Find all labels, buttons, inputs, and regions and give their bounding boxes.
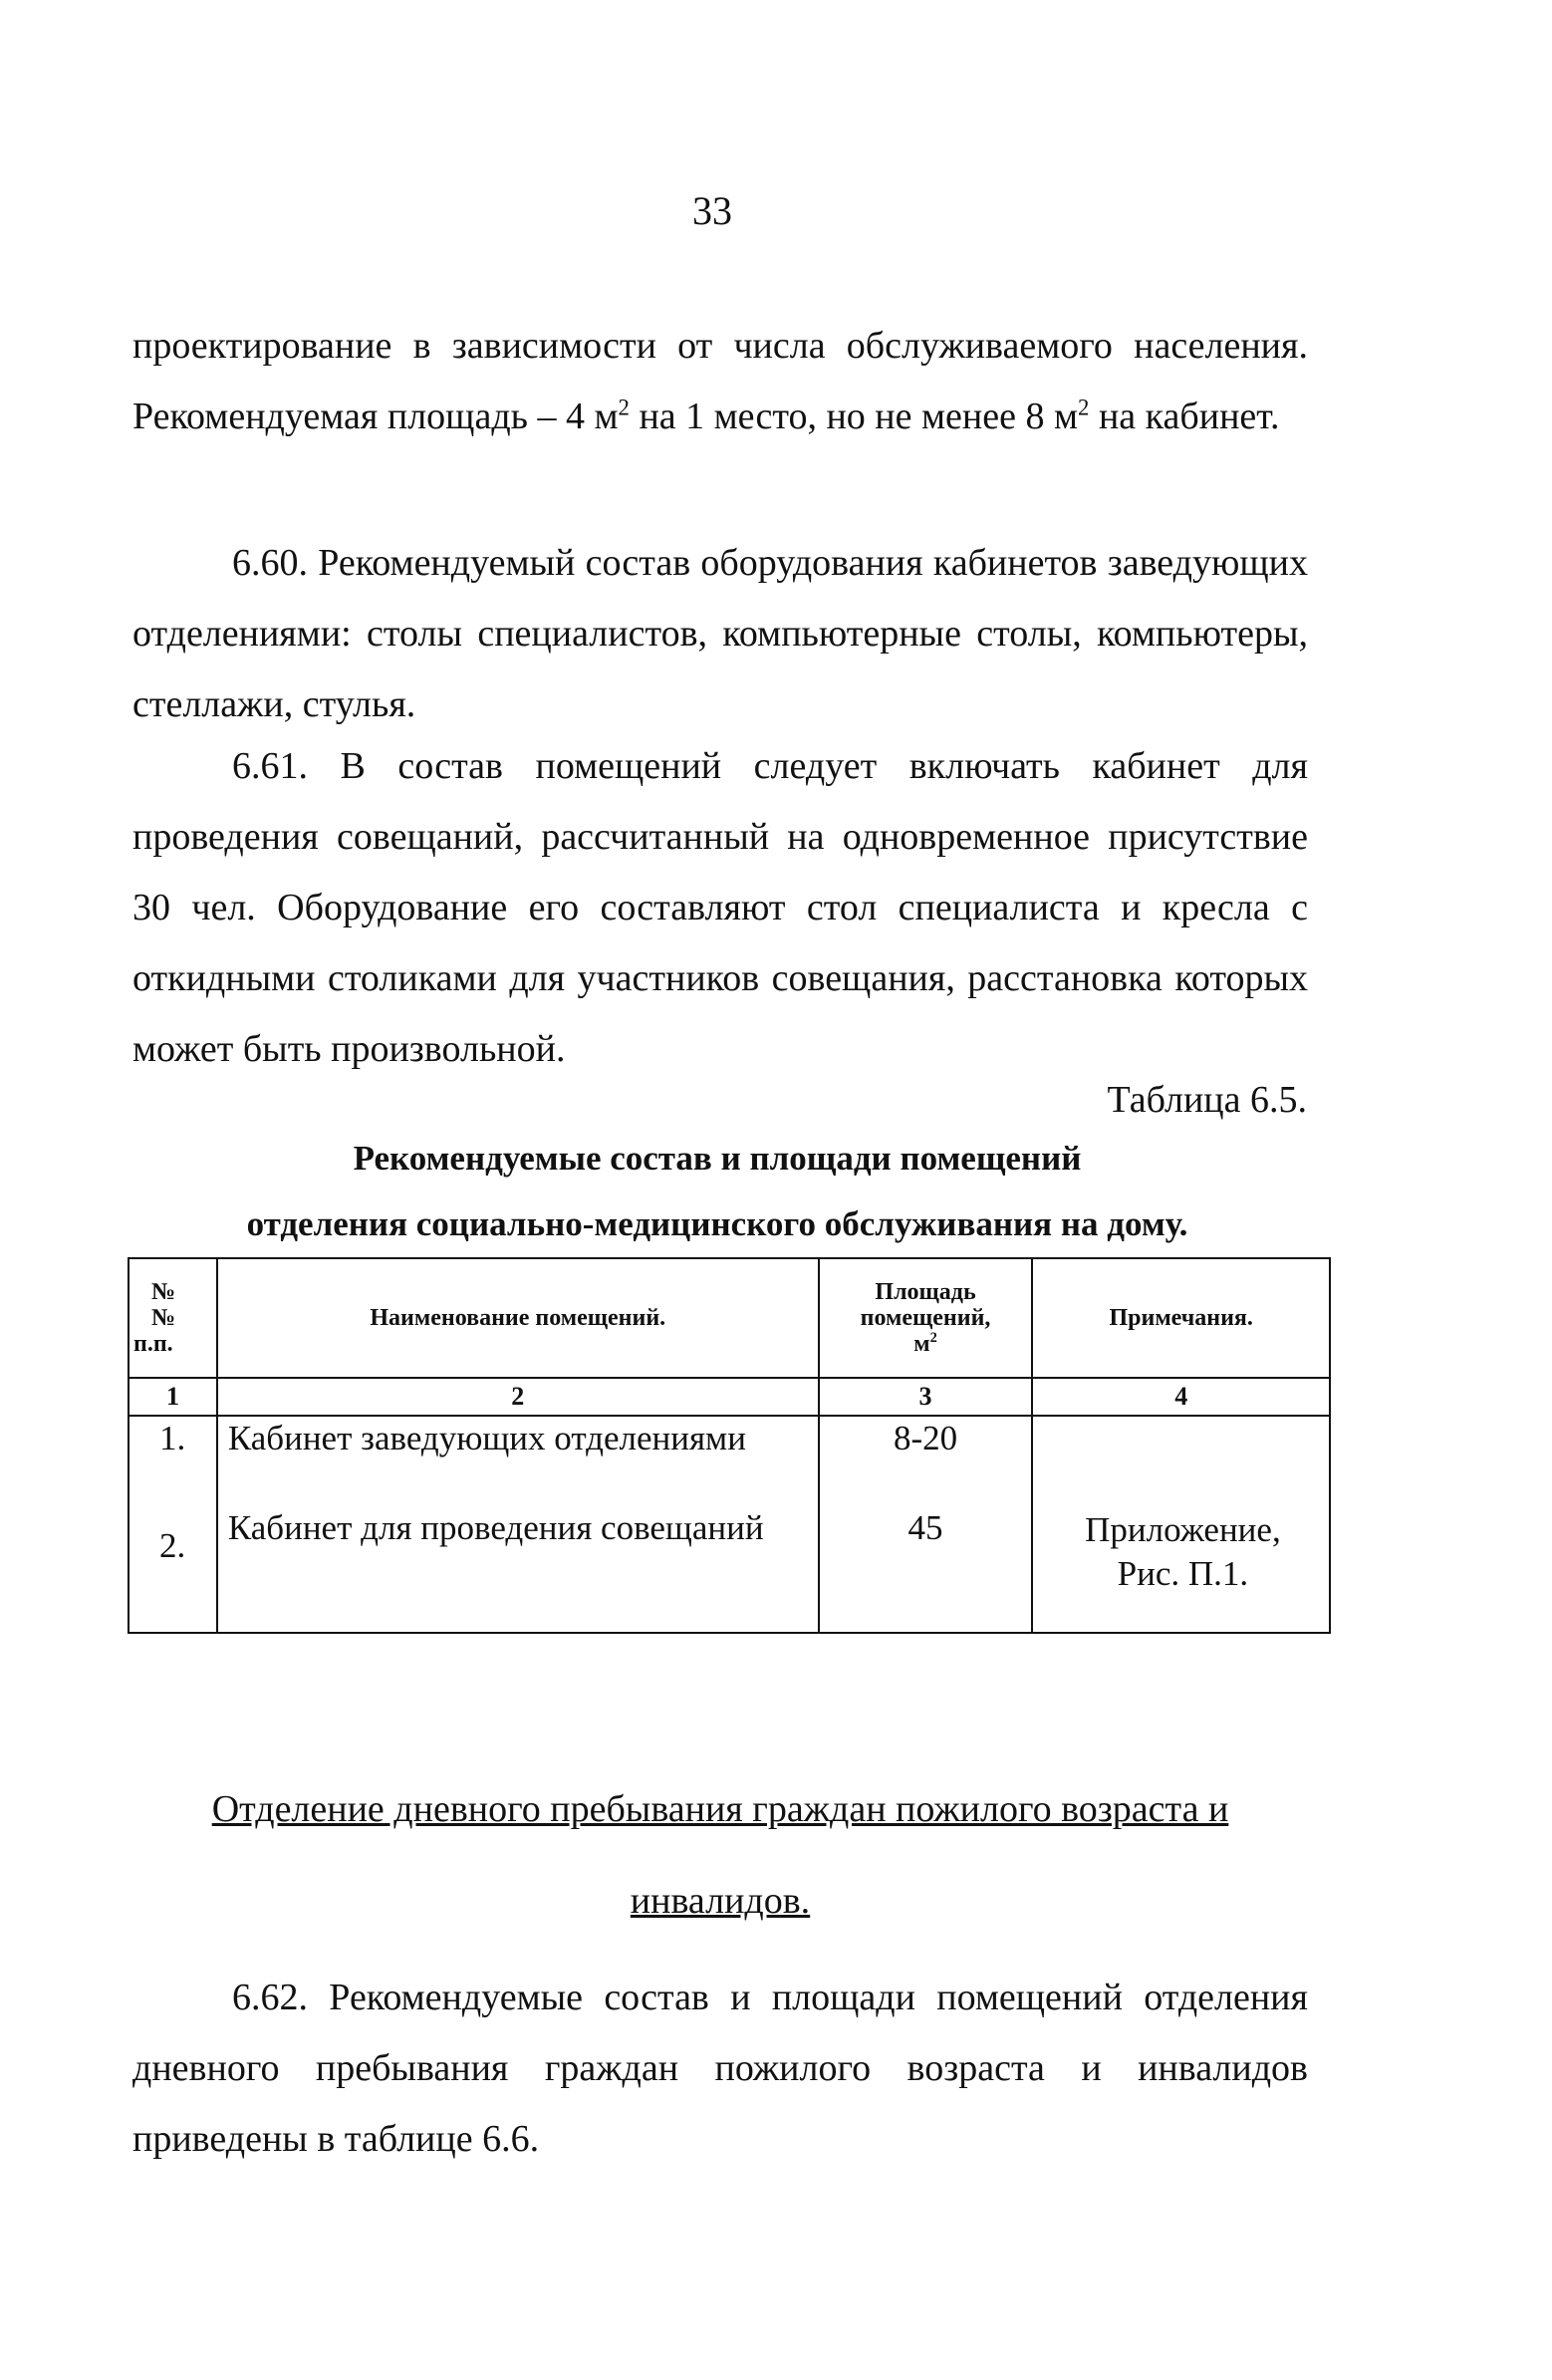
row-2-name: Кабинет для проведения совещаний xyxy=(227,1508,764,1547)
notes-cell xyxy=(1032,1416,1330,1633)
paragraph-continuation: проектирование в зависимости от числа обслуживаемого населения. Рекомендуемая площадь – 4 $м^2$ на 1 место, но не менее 8 $м^2$ на кабинет. xyxy=(132,325,1308,437)
paragraph-6-62: 6.62. Рекомендуемые состав и площади помещений отделения дневного пребывания граждан пожилого возраста и инвалидов приведены в таблице 6.6. xyxy=(132,1977,1308,2160)
area-cell xyxy=(819,1416,1033,1633)
table-label: Таблица 6.5. xyxy=(1107,1079,1307,1121)
column-number: 1 xyxy=(129,1378,217,1416)
table-header-row xyxy=(129,1258,1330,1378)
header-area: Площадь помещений, $м^2$ xyxy=(819,1258,1033,1378)
table-title-line-2: отделения социально-медицинского обслуживания на дому. xyxy=(246,1204,1188,1243)
table-title xyxy=(129,1126,1305,1257)
name-cell xyxy=(217,1416,819,1633)
column-number: 2 xyxy=(217,1378,819,1416)
paragraph-6-60: 6.60. Рекомендуемый состав оборудования кабинетов заведующих отделениями: столы специалистов, компьютерные столы, компьютеры, стеллажи, стулья. xyxy=(132,542,1308,725)
header-name: Наименование помещений. xyxy=(217,1258,819,1378)
row-1-name: Кабинет заведующих отделениями xyxy=(227,1419,746,1457)
num-cell xyxy=(129,1416,217,1633)
paragraph-6-61: 6.61. В состав помещений следует включать кабинет для проведения совещаний, рассчитанный на одновременное присутствие 30 чел. Оборудование его составляют стол специалиста и кресла с откидными столиками для участников совещания, расстановка которых может быть произвольной. xyxy=(132,745,1308,1070)
row-1-area: 8-20 xyxy=(893,1419,958,1457)
header-notes: Примечания. xyxy=(1032,1258,1330,1378)
table-title-line-1: Рекомендуемые состав и площади помещений xyxy=(353,1139,1082,1178)
row-2-notes: Приложение, Рис. П.1. xyxy=(1085,1510,1281,1593)
section-heading: Отделение дневного пребывания граждан пожилого возраста и инвалидов. xyxy=(211,1788,1229,1922)
row-2-num: 2. xyxy=(159,1526,186,1565)
row-2-area: 45 xyxy=(907,1508,943,1547)
column-number-row xyxy=(129,1378,1330,1416)
column-number: 4 xyxy=(1032,1378,1330,1416)
page-number: 33 xyxy=(692,188,732,233)
header-num: № № п.п. xyxy=(129,1258,217,1378)
column-number: 3 xyxy=(819,1378,1033,1416)
row-1-num: 1. xyxy=(159,1419,186,1457)
rooms-table xyxy=(128,1257,1331,1634)
table-body-row xyxy=(129,1416,1330,1633)
